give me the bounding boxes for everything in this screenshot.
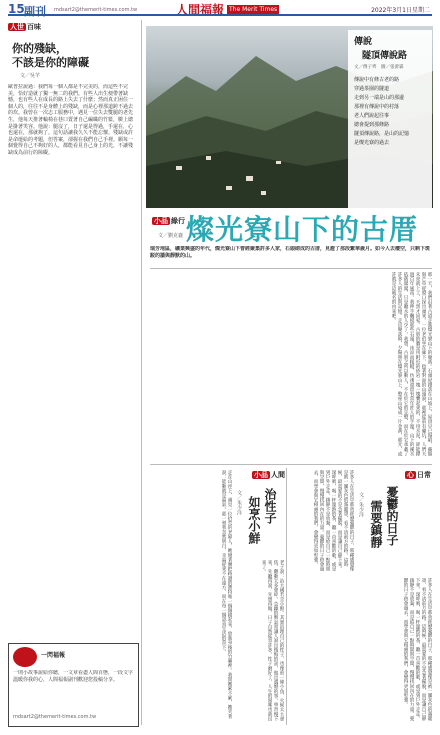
column-name: 人間: [271, 471, 285, 479]
left-title-line1: 你的殘缺，: [12, 42, 67, 55]
sidebar-line: 總會提到那條路: [354, 122, 390, 128]
column-divider: [286, 468, 287, 725]
br-column-tag: [405, 470, 431, 480]
sidebar-line: 穿過茶園的隧道: [354, 86, 390, 92]
bm-column-tag: [252, 470, 285, 480]
left-column-tag: [8, 22, 41, 32]
sidebar-line: 傳說中有條古老的路: [354, 77, 400, 83]
main-lead: 瑞芳地區，礦業興盛的年代，燦光寮山下曾經聚集許多人家，石頭砌成的古厝，見證了那段繁華歲月。如今人去樓空，只剩下斑駁的牆與靜默的山。: [150, 246, 431, 259]
logo-text: 人間福報: [176, 3, 225, 17]
column-tag-pill: 小品: [254, 471, 268, 479]
ad-title: 一閃福報: [41, 652, 66, 659]
ad-email[interactable]: mdsart2@themerit-times.com.tw: [13, 714, 97, 720]
bm-body: 老子說：治大國若烹小鮮。其實治理自己的性子，也像煎一條小魚，火候太大會焦，翻動太多會碎。急躁的脾氣常讓人說出後悔的話，做出遺憾的事。學習慢下來，先聽再說，先想再做，日子自然從容許多。性子磨好了，人生的滋味也就出來了。: [261, 560, 284, 721]
br-title-line2: 需要鎮靜: [369, 500, 383, 548]
sidebar-line: 老人們說起往事: [354, 113, 390, 119]
br-body: 許多人在生活中都曾經歷憂鬱的日子，那種感覺像是被一團灰色的霧籠罩，看不清前方的路。這時候，最需要的不是急著擺脫，而是讓自己靜下來。深呼吸，喝一杯溫熱的茶，聽一首喜歡的歌，或是到戶外走走。鎮靜不是放棄，而是給自己一點時間與空間，慢慢找回內在的力量。憂鬱的日子終會過去，而學會與它相處的我們，會變得更加堅強。: [403, 578, 432, 721]
column-tag-pill: 小品: [154, 217, 168, 225]
column-name: 綠行: [171, 217, 185, 225]
column-tag-pill: 人世: [10, 23, 24, 31]
bl-body: 走在山徑上，遇見一位拾荒的老婦人，她彎著腰把路邊的寶特瓶一個個撿起來，放進身後的竹簍裡。我問她累不累，她笑著說：能動就是福氣。那一刻我忽然明白，幸福從來不在遠方，而在每一個認真生活的當下。: [221, 470, 232, 719]
sidebar-line: 走到另一端是山的那邊: [354, 95, 405, 101]
sidebar-line: 隧頂傳說路，是山的記憶: [354, 131, 410, 137]
column-divider: [141, 20, 142, 725]
column-name: 百味: [27, 23, 41, 31]
sidebar-byline: 文／傅子齊 圖／張蕾霖: [354, 65, 404, 70]
bm-title-line2: 如烹小鮮: [247, 496, 261, 544]
section-divider: [150, 464, 432, 465]
left-body: 歐普拉說過：我們每一個人都是不完美的，而這些不完美，恰好造就了獨一無二的我們。有些人出生便帶著缺憾，也有些人在成長的路上失去了什麼；然而真正困住一個人的，往往不是身體上的殘缺，而是心裡那道跨不過去的坎。我曾在一次志工服務中，遇見一位失去雙腿的老先生，他每天推著輪椅在巷口賣著自己編織的竹籃，臉上總是掛著笑容。他說：腿沒了，日子還是得過，手還在，心也還在，那就夠了。這句話讓我久久不能忘懷。殘缺或許是命運給的考題，但答案，卻握在我們自己手裡。願每一個覺得自己不夠好的人，都能看見自己身上的光，不讓殘缺成為前行的障礙。: [8, 84, 134, 156]
column-tag-pill: 心: [407, 471, 414, 479]
section-email: mdsart2@themerit-times.com.tw: [54, 7, 138, 13]
ad-box: [8, 643, 139, 727]
lead-divider: [150, 268, 432, 269]
sidebar-line: 是燦光寮的過去: [354, 140, 390, 146]
issue-date: 2022年3月1日星期二: [371, 7, 430, 14]
br-body-top: 許多人在生活中都曾經歷憂鬱的日子，那種感覺像是被一團灰色的霧籠罩，看不清前方的路。這時候，最需要的不是急著擺脫，而是讓自己靜下來。深呼吸，喝一杯溫熱的茶，聽一首喜歡的歌，或是到戶外走走。鎮靜不是放棄，而是給自己一點時間與空間，慢慢找回內在的力量。憂鬱的日子終會過去，而學會與它相處的我們，會變得更加堅強。: [313, 470, 354, 572]
ad-badge-icon: [13, 647, 37, 667]
main-title: 燦光寮山下的古厝: [186, 213, 419, 246]
left-byline: 文／吳芊: [20, 73, 41, 79]
br-title-line1: 憂鬱的日子: [385, 486, 399, 546]
sidebar-box: [348, 30, 432, 208]
sidebar-title-line1: 傳說: [354, 37, 373, 47]
page-number: 15: [8, 2, 25, 16]
br-byline: 文／朱少洋: [358, 492, 364, 517]
bm-byline: 文／朱少洋: [236, 490, 242, 515]
masthead-rule: [8, 14, 432, 16]
main-byline: 文／劉克襄: [158, 233, 184, 239]
main-body: 那一天，我們沿著古道走進燦光寮山下的聚落。石頭屋錯落在山坡上，屋頂早已塌陷，蕨類與芒草從窗口探出頭來。一位老伯坐在廊下，指著對面的山頭說，那裡從前有礦坑，人們天未亮就上工，天黑才回家。古厝的牆是用附近的砂岩一塊一塊疊起來的，不用水泥，卻能撐過百年風雨。我伸手觸摸那些石頭，冰涼而粗糙，彷彿還留有當年匠人的手溫。山下的溪水依舊潺潺，只是聽水的人少了。我想，古厝之所以動人，不在於它的完整，而在於它承載了許多人的生活與記憶。走出聚落時，夕陽照在燦光寮山上，整座山染成一片金黃，那光，或許就是這地名的由來吧。: [391, 272, 432, 456]
main-column-tag: [152, 216, 185, 226]
bm-title-line1: 治性子: [263, 488, 277, 524]
logo-english: The Merit Times: [229, 6, 278, 13]
sidebar-line: 那裡有傳說中的村落: [354, 104, 400, 110]
sidebar-lines: [354, 76, 428, 148]
section-name: 副刊: [24, 5, 46, 18]
ad-body: 一則小故事說給你聽，一文章看盡人間百態，一段文字溫暖你我的心，人間福報副刊歡迎您投稿分享。: [13, 670, 133, 683]
left-title-line2: 不該是你的障礙: [12, 56, 89, 69]
column-name: 日常: [417, 471, 431, 479]
sidebar-title-line2: 隧頂傳說路: [362, 51, 408, 61]
